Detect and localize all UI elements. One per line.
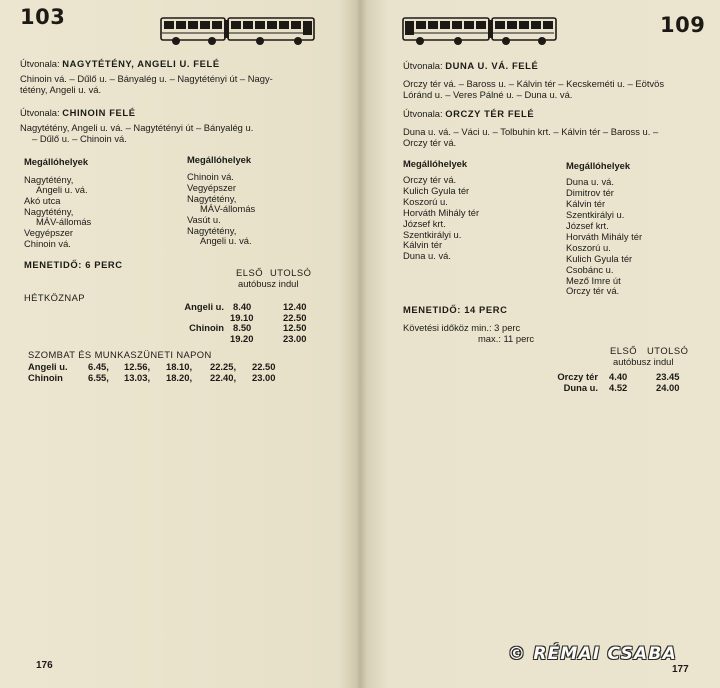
- last-time: 22.50: [283, 312, 307, 323]
- stop-item: Horváth Mihály tér: [566, 231, 643, 242]
- weekend-time: 18.20,: [166, 372, 193, 383]
- last-time: 24.00: [656, 382, 680, 393]
- route-1-heading: [403, 60, 538, 71]
- stop-item: Koszorú u.: [566, 242, 611, 253]
- last-time: 12.40: [283, 301, 307, 312]
- route-name: CHINOIN FELÉ: [62, 107, 136, 118]
- stop-item: Akó utca: [24, 195, 61, 206]
- stop-item: Kálvin tér: [566, 198, 606, 209]
- timetable-stop: Orczy tér: [557, 371, 598, 382]
- timetable-stop: Angeli u.: [28, 361, 68, 372]
- stop-item: József krt.: [566, 220, 609, 231]
- stop-item: Angeli u. vá.: [36, 184, 88, 195]
- last-label: UTOLSÓ: [270, 267, 312, 278]
- stop-item: Szentkirályi u.: [566, 209, 625, 220]
- route-prefix: Útvonala:: [20, 58, 60, 69]
- stop-item: Nagytétény,: [24, 174, 74, 185]
- stop-item: Nagytétény,: [24, 206, 74, 217]
- route-2-line: Orczy tér vá.: [403, 137, 457, 148]
- route-1-line: Lóránd u. – Veres Pálné u. – Duna u. vá.: [403, 89, 573, 100]
- route-1-heading: [20, 58, 220, 69]
- last-label: UTOLSÓ: [647, 345, 689, 356]
- page-number: 177: [672, 664, 689, 675]
- first-time: 4.40: [609, 371, 628, 382]
- stop-item: Duna u. vá.: [403, 250, 451, 261]
- timetable-stop: Chinoin: [189, 322, 224, 333]
- stop-item: Chinoin vá.: [187, 171, 234, 182]
- copyright-watermark: © RÉMAI CSABA: [508, 644, 677, 664]
- stop-item: Koszorú u.: [403, 196, 448, 207]
- stop-item: Vegyépszer: [24, 227, 73, 238]
- stop-item: Angeli u. vá.: [200, 235, 252, 246]
- travel-time: MENETIDŐ: 6 PERC: [24, 259, 123, 270]
- first-time: 8.50: [233, 322, 252, 333]
- weekend-time: 22.25,: [210, 361, 237, 372]
- first-label: ELSŐ: [610, 345, 638, 356]
- stops-heading: Megállóhelyek: [24, 156, 89, 167]
- first-time: 4.52: [609, 382, 628, 393]
- weekend-time: 22.40,: [210, 372, 237, 383]
- first-time: 19.20: [230, 333, 254, 344]
- first-label: ELSŐ: [236, 267, 264, 278]
- stop-item: Duna u. vá.: [566, 176, 614, 187]
- weekend-time: 23.00: [252, 372, 276, 383]
- weekend-time: 6.55,: [88, 372, 109, 383]
- right-page: [362, 0, 720, 688]
- stop-item: Nagytétény,: [187, 193, 237, 204]
- weekend-time: 18.10,: [166, 361, 193, 372]
- stops-heading: Megállóhelyek: [187, 154, 252, 165]
- weekend-time: 13.03,: [124, 372, 151, 383]
- route-2-line: – Dűlő u. – Chinoin vá.: [32, 133, 127, 144]
- last-time: 23.00: [283, 333, 307, 344]
- stop-item: Mező Imre út: [566, 275, 621, 286]
- articulated-bus-icon: [160, 16, 316, 46]
- route-1-line: Orczy tér vá. – Baross u. – Kálvin tér – Kecskeméti u. – Eötvös: [403, 78, 665, 89]
- route-number: 103: [20, 5, 66, 29]
- route-2-line: Nagytétény, Angeli u. vá. – Nagytétényi út – Bányalég u.: [20, 122, 254, 133]
- stop-item: Kulich Gyula tér: [566, 253, 633, 264]
- route-2-heading: [20, 107, 136, 118]
- route-1-line: Chinoin vá. – Dűlő u. – Bányalég u. – Nagytétényi út – Nagy-: [20, 73, 273, 84]
- weekend-label: SZOMBAT ÉS MUNKASZÜNETI NAPON: [28, 349, 212, 360]
- departs-label: autóbusz indul: [613, 356, 674, 367]
- stop-item: Szentkirályi u.: [403, 229, 462, 240]
- timetable-stop: Angeli u.: [184, 301, 224, 312]
- stop-item: Csobánc u.: [566, 264, 614, 275]
- interval-max: max.: 11 perc: [478, 333, 535, 344]
- stop-item: Nagytétény,: [187, 225, 237, 236]
- last-time: 23.45: [656, 371, 680, 382]
- stops-heading: Megállóhelyek: [403, 158, 468, 169]
- stop-item: Kulich Gyula tér: [403, 185, 470, 196]
- route-number: 109: [660, 13, 706, 37]
- interval-min: Követési időköz min.: 3 perc: [403, 322, 521, 333]
- stop-item: Vegyépszer: [187, 182, 236, 193]
- route-1-line: tétény, Angeli u. vá.: [20, 84, 102, 95]
- weekend-time: 22.50: [252, 361, 276, 372]
- weekend-time: 6.45,: [88, 361, 109, 372]
- left-page: [0, 0, 350, 688]
- weekday-label: HÉTKÖZNAP: [24, 292, 85, 303]
- route-name: NAGYTÉTÉNY, ANGELI U. FELÉ: [62, 58, 220, 69]
- stop-item: MÁV-állomás: [36, 216, 92, 227]
- page-number: 176: [36, 660, 53, 671]
- travel-time: MENETIDŐ: 14 PERC: [403, 304, 508, 315]
- stop-item: Orczy tér vá.: [403, 174, 457, 185]
- stop-item: Vasút u.: [187, 214, 221, 225]
- first-time: 19.10: [230, 312, 254, 323]
- route-name: ORCZY TÉR FELÉ: [445, 108, 535, 119]
- stop-item: Kálvin tér: [403, 239, 443, 250]
- first-time: 8.40: [233, 301, 252, 312]
- stop-item: Chinoin vá.: [24, 238, 71, 249]
- stop-item: MÁV-állomás: [200, 203, 256, 214]
- route-prefix: Útvonala:: [403, 60, 443, 71]
- departs-label: autóbusz indul: [238, 278, 299, 289]
- stop-item: József krt.: [403, 218, 446, 229]
- stop-item: Horváth Mihály tér: [403, 207, 480, 218]
- weekend-time: 12.56,: [124, 361, 151, 372]
- stop-item: Orczy tér vá.: [566, 285, 620, 296]
- timetable-stop: Duna u.: [563, 382, 598, 393]
- stop-item: Dimitrov tér: [566, 187, 614, 198]
- timetable-stop: Chinoin: [28, 372, 63, 383]
- route-prefix: Útvonala:: [20, 107, 60, 118]
- articulated-bus-icon: [402, 16, 558, 46]
- last-time: 12.50: [283, 322, 307, 333]
- stops-heading: Megállóhelyek: [566, 160, 631, 171]
- route-2-heading: [403, 108, 534, 119]
- route-prefix: Útvonala:: [403, 108, 443, 119]
- route-name: DUNA U. VÁ. FELÉ: [445, 60, 539, 71]
- route-2-line: Duna u. vá. – Váci u. – Tolbuhin krt. – Kálvin tér – Baross u. –: [403, 126, 659, 137]
